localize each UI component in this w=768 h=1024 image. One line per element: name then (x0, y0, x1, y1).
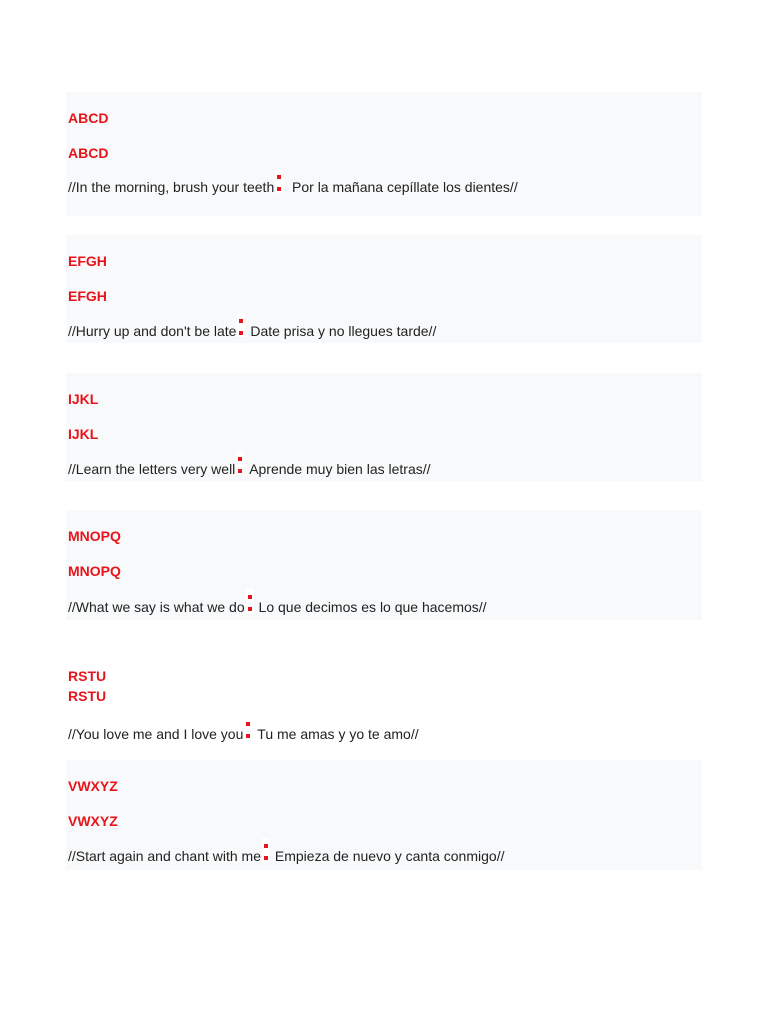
verse-block-6 (66, 760, 702, 870)
letters-line: MNOPQ (68, 528, 121, 544)
english-lyric: //In the morning, brush your teeth (68, 179, 275, 195)
lyric-line (68, 599, 487, 615)
spanish-lyric: Por la mañana cepíllate los dientes// (292, 179, 518, 195)
letters-line: EFGH (68, 253, 107, 269)
lyric-line (68, 179, 518, 195)
verse-block-1 (66, 92, 702, 216)
letters-line: ABCD (68, 110, 109, 126)
verse-block-3 (66, 373, 702, 481)
letters-line: IJKL (68, 426, 99, 442)
lyric-line (68, 323, 436, 339)
spanish-lyric: Lo que decimos es lo que hacemos// (258, 599, 487, 615)
lyric-line (68, 726, 419, 742)
lyric-line (68, 848, 504, 864)
letters-line: RSTU (68, 688, 107, 704)
letters-line: VWXYZ (68, 778, 118, 794)
letters-line: IJKL (68, 391, 99, 407)
red-colon-icon (243, 726, 253, 742)
red-colon-icon (261, 848, 271, 864)
red-colon-icon (274, 179, 284, 195)
english-lyric: //Start again and chant with me (68, 848, 261, 864)
letters-line: VWXYZ (68, 813, 118, 829)
lyric-line (68, 461, 431, 477)
spanish-lyric: Tu me amas y yo te amo// (257, 726, 419, 742)
spanish-lyric: Empieza de nuevo y canta conmigo// (274, 848, 505, 864)
verse-block-5 (66, 650, 702, 760)
letters-line: ABCD (68, 145, 109, 161)
red-colon-icon (245, 599, 255, 615)
verse-block-4 (66, 510, 702, 620)
english-lyric: //You love me and I love you (68, 726, 244, 742)
verse-block-2 (66, 235, 702, 343)
english-lyric: //What we say is what we do (68, 599, 245, 615)
letters-line: EFGH (68, 288, 107, 304)
red-colon-icon (235, 461, 245, 477)
spanish-lyric: Date prisa y no llegues tarde// (250, 323, 437, 339)
spanish-lyric: Aprende muy bien las letras// (249, 461, 431, 477)
red-colon-icon (236, 323, 246, 339)
letters-line: RSTU (68, 668, 107, 684)
english-lyric: //Learn the letters very well (68, 461, 236, 477)
letters-line: MNOPQ (68, 563, 121, 579)
english-lyric: //Hurry up and don't be late (68, 323, 237, 339)
